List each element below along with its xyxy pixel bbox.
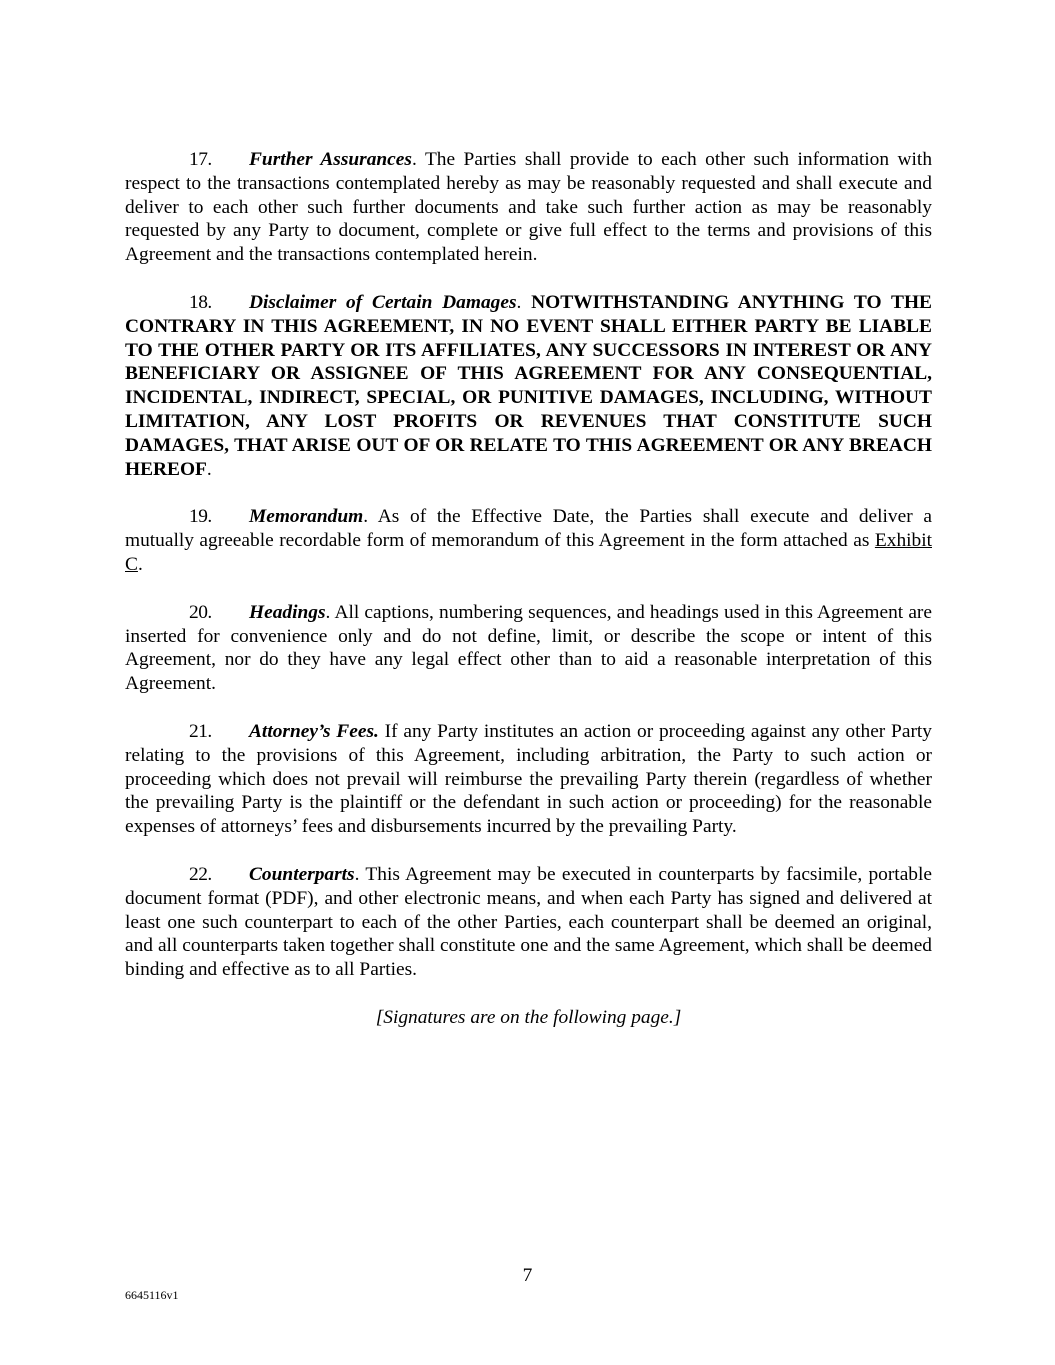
heading-punctuation: . — [516, 291, 522, 313]
section-number: 22. — [189, 863, 212, 885]
heading-punctuation: . — [354, 863, 360, 885]
section-heading: Attorney’s Fees. — [249, 720, 379, 742]
section-text-bold-caps: NOTWITHSTANDING ANYTHING TO THE CONTRARY IN THIS AGREEMENT, IN NO EVENT SHALL EITHER PARTY BE LIABLE TO THE OTHER PARTY OR ITS AFFILIATES, ANY SUCCESSORS IN INTEREST OR ANY BENEFICIARY OR ASSIGNEE OF THIS AGREEMENT FOR ANY CONSEQUENTIAL, INCIDENTAL, INDIRECT, SPECIAL, OR PUNITIVE DAMAGES, INCLUDING, WITHOUT LIMITATION, ANY LOST PROFITS OR REVENUES THAT CONSTITUTE SUCH DAMAGES, THAT ARISE OUT OF OR RELATE TO THIS AGREEMENT OR ANY BREACH HEREOF — [125, 291, 932, 480]
end-punctuation: . — [206, 458, 212, 480]
section-heading: Disclaimer of Certain Damages — [249, 291, 517, 313]
section-number: 21. — [189, 720, 212, 742]
signature-note: [Signatures are on the following page.] — [375, 1006, 682, 1028]
section-21 — [125, 720, 932, 839]
section-text: If any Party institutes an action or proceeding against any other Party relating to the provisions of this Agreement, including arbitration, the Party to such action or proceeding which does not prevail will reimburse the prevailing Party therein (regardless of whether the prevailing Party is the plaintiff or the defendant in such action or proceeding) for the reasonable expenses of attorneys’ fees and disbursements incurred by the prevailing Party. — [125, 720, 932, 838]
section-number: 20. — [189, 601, 212, 623]
page-number: 7 — [522, 1265, 533, 1286]
document-body — [125, 148, 932, 1030]
section-number: 18. — [189, 291, 212, 313]
section-20 — [125, 601, 932, 696]
section-number: 19. — [189, 506, 212, 528]
section-18 — [125, 291, 932, 481]
section-heading: Counterparts — [249, 863, 355, 885]
heading-punctuation: . — [411, 149, 417, 170]
exhibit-reference: Exhibit C — [125, 530, 932, 575]
section-text: This Agreement may be executed in counterparts by facsimile, portable document format (PDF), and other electronic means, and when each Party has signed and delivered at least one such counterpart to each of the other Parties, each counterpart shall be deemed an original, and all counterparts taken together shall constitute one and the same Agreement, which shall be deemed binding and effective as to all Parties. — [125, 863, 932, 981]
section-text: All captions, numbering sequences, and headings used in this Agreement are inserted for convenience only and do not define, limit, or describe the scope or intent of this Agreement, nor do they have any legal effect other than to aid a reasonable interpretation of this Agreement. — [125, 601, 932, 695]
section-heading: Headings — [249, 601, 326, 623]
section-heading: Memorandum — [249, 506, 364, 528]
section-17 — [125, 148, 932, 267]
heading-punctuation: . — [325, 601, 331, 623]
end-punctuation: . — [137, 553, 143, 575]
document-id: 6645116v1 — [125, 1288, 179, 1302]
section-number: 17. — [189, 149, 212, 170]
heading-punctuation: . — [363, 506, 369, 528]
section-19 — [125, 505, 932, 576]
section-text: As of the Effective Date, the Parties shall execute and deliver a mutually agreeable recordable form of memorandum of this Agreement in the form attached as — [125, 506, 932, 552]
section-22 — [125, 863, 932, 982]
section-text: The Parties shall provide to each other such information with respect to the transactions contemplated hereby as may be reasonably requested and shall execute and deliver to each other such further documents and take such further action as may be reasonably requested by any Party to document, complete or give full effect to the terms and provisions of this Agreement and the transactions contemplated herein. — [125, 149, 933, 266]
section-heading: Further Assurances — [249, 149, 412, 170]
